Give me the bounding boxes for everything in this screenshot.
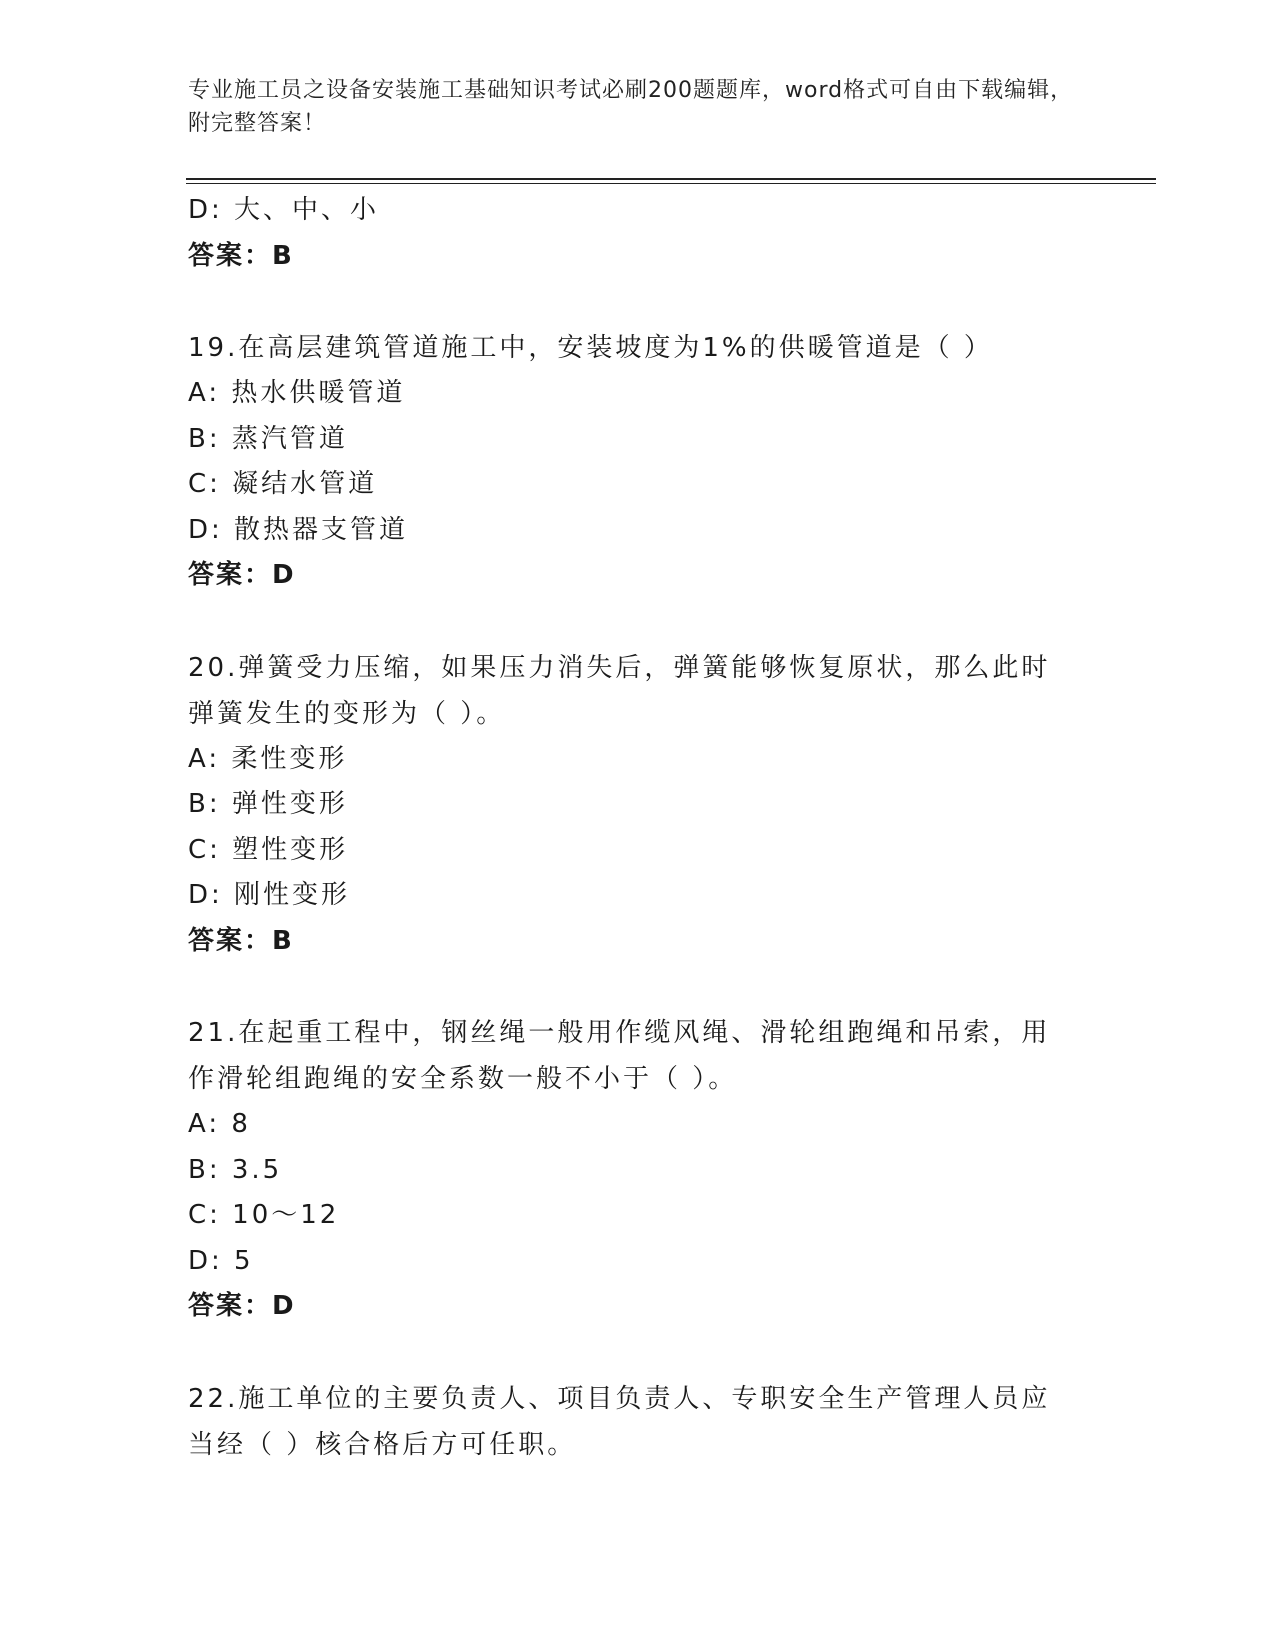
- option-a: A: 热水供暖管道: [188, 378, 406, 408]
- option-b: B: 蒸汽管道: [188, 423, 348, 454]
- question-20: [188, 645, 1088, 965]
- question-text: 20.弹簧受力压缩，如果压力消失后，弹簧能够恢复原状，那么此时弹簧发生的变形为（ ）。: [188, 652, 1051, 729]
- question-list: [188, 188, 1088, 1468]
- question-22: [188, 1376, 1088, 1468]
- option-c: C: 凝结水管道: [188, 469, 378, 499]
- question-text: 22.施工单位的主要负责人、项目负责人、专职安全生产管理人员应当经（ ）核合格后方可任职。: [188, 1383, 1051, 1460]
- answer: 答案：D: [188, 560, 296, 590]
- answer: 答案：D: [188, 1291, 296, 1321]
- option-c: C: 10～12: [188, 1200, 340, 1230]
- question-21: [188, 1010, 1088, 1330]
- question-19: [188, 325, 1088, 599]
- answer: 答案：B: [188, 925, 294, 956]
- question-text: 21.在起重工程中，钢丝绳一般用作缆风绳、滑轮组跑绳和吊索，用作滑轮组跑绳的安全系数一般不小于（ ）。: [188, 1018, 1051, 1094]
- option-a: A: 柔性变形: [188, 743, 348, 774]
- carryover-answer: 答案：B: [188, 240, 294, 271]
- option-a: A: 8: [188, 1109, 251, 1139]
- header-divider: [186, 178, 1156, 184]
- option-d: D: 刚性变形: [188, 880, 351, 910]
- option-b: B: 3.5: [188, 1154, 283, 1185]
- option-d: D: 5: [188, 1245, 254, 1276]
- page-header-title: 专业施工员之设备安装施工基础知识考试必刷200题题库，word格式可自由下载编辑，附完整答案！: [188, 78, 1074, 136]
- carryover-option-d: D: 大、中、小: [188, 195, 380, 225]
- question-text: 19.在高层建筑管道施工中，安装坡度为1%的供暖管道是（ ）: [188, 333, 993, 363]
- option-c: C: 塑性变形: [188, 834, 349, 865]
- option-d: D: 散热器支管道: [188, 514, 409, 545]
- option-b: B: 弹性变形: [188, 789, 348, 819]
